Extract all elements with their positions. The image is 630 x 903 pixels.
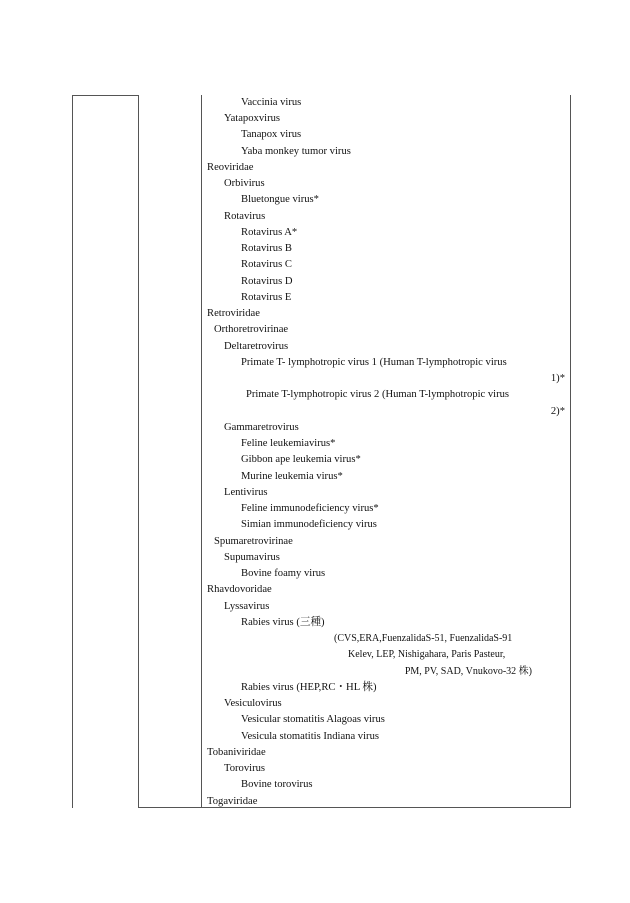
list-item: Feline leukemiavirus* bbox=[241, 438, 336, 449]
list-item: 1)* bbox=[550, 373, 565, 384]
list-item: Supumavirus bbox=[224, 552, 280, 563]
list-item: Bovine foamy virus bbox=[241, 568, 326, 579]
list-item: Simian immunodeficiency virus bbox=[241, 519, 377, 530]
list-item: PM, PV, SAD, Vnukovo-32 株) bbox=[404, 666, 532, 677]
list-item: Torovirus bbox=[224, 763, 266, 774]
list-item: 2)* bbox=[550, 406, 565, 417]
list-item: Gammaretrovirus bbox=[224, 422, 299, 433]
list-item: Lentivirus bbox=[224, 487, 268, 498]
list-item: Rotavirus E bbox=[241, 292, 292, 303]
list-item: Lyssavirus bbox=[224, 601, 270, 612]
column-divider-1 bbox=[138, 95, 139, 808]
list-item: Primate T-lymphotropic virus 2 (Human T-lymphotropic virus bbox=[246, 389, 510, 400]
list-item: Togaviridae bbox=[207, 796, 258, 807]
list-item: Rotavirus C bbox=[241, 259, 292, 270]
list-item: Murine leukemia virus* bbox=[241, 471, 343, 482]
list-item: Tanapox virus bbox=[241, 129, 302, 140]
list-item: Rabies virus (三種) bbox=[241, 617, 325, 628]
table-bottom-border bbox=[138, 807, 571, 808]
list-item: Orthoretrovirinae bbox=[214, 324, 289, 335]
column-divider-2 bbox=[201, 95, 202, 808]
list-item: Rhavdovoridae bbox=[207, 584, 272, 595]
list-item: (CVS,ERA,FuenzalidaS-51, FuenzalidaS-91 bbox=[334, 633, 513, 644]
list-item: Gibbon ape leukemia virus* bbox=[241, 454, 361, 465]
list-item: Reoviridae bbox=[207, 162, 254, 173]
list-item: Vesicular stomatitis Alagoas virus bbox=[241, 714, 385, 725]
list-item: Feline immunodeficiency virus* bbox=[241, 503, 379, 514]
table-left-border bbox=[72, 95, 73, 808]
list-item: Yatapoxvirus bbox=[224, 113, 281, 124]
list-item: Retroviridae bbox=[207, 308, 260, 319]
list-item: Deltaretrovirus bbox=[224, 341, 289, 352]
table-right-border bbox=[570, 95, 571, 808]
list-item: Rabies virus (HEP,RC・HL 株) bbox=[241, 682, 377, 693]
list-item: Vesicula stomatitis Indiana virus bbox=[241, 731, 379, 742]
list-item: Bovine torovirus bbox=[241, 779, 313, 790]
list-item: Rotavirus D bbox=[241, 276, 293, 287]
list-item: Primate T- lymphotropic virus 1 (Human T-lymphotropic virus bbox=[241, 357, 507, 368]
list-item: Rotavirus B bbox=[241, 243, 292, 254]
list-item: Vaccinia virus bbox=[241, 97, 302, 108]
list-item: Rotavirus bbox=[224, 211, 266, 222]
list-item: Orbivirus bbox=[224, 178, 265, 189]
list-item: Kelev, LEP, Nishigahara, Paris Pasteur, bbox=[348, 649, 506, 660]
list-item: Yaba monkey tumor virus bbox=[241, 146, 351, 157]
list-item: Rotavirus A* bbox=[241, 227, 298, 238]
list-item: Tobaniviridae bbox=[207, 747, 266, 758]
table-bottom-border-col1 bbox=[72, 95, 138, 96]
list-item: Vesiculovirus bbox=[224, 698, 282, 709]
list-item: Bluetongue virus* bbox=[241, 194, 319, 205]
list-item: Spumaretrovirinae bbox=[214, 536, 293, 547]
